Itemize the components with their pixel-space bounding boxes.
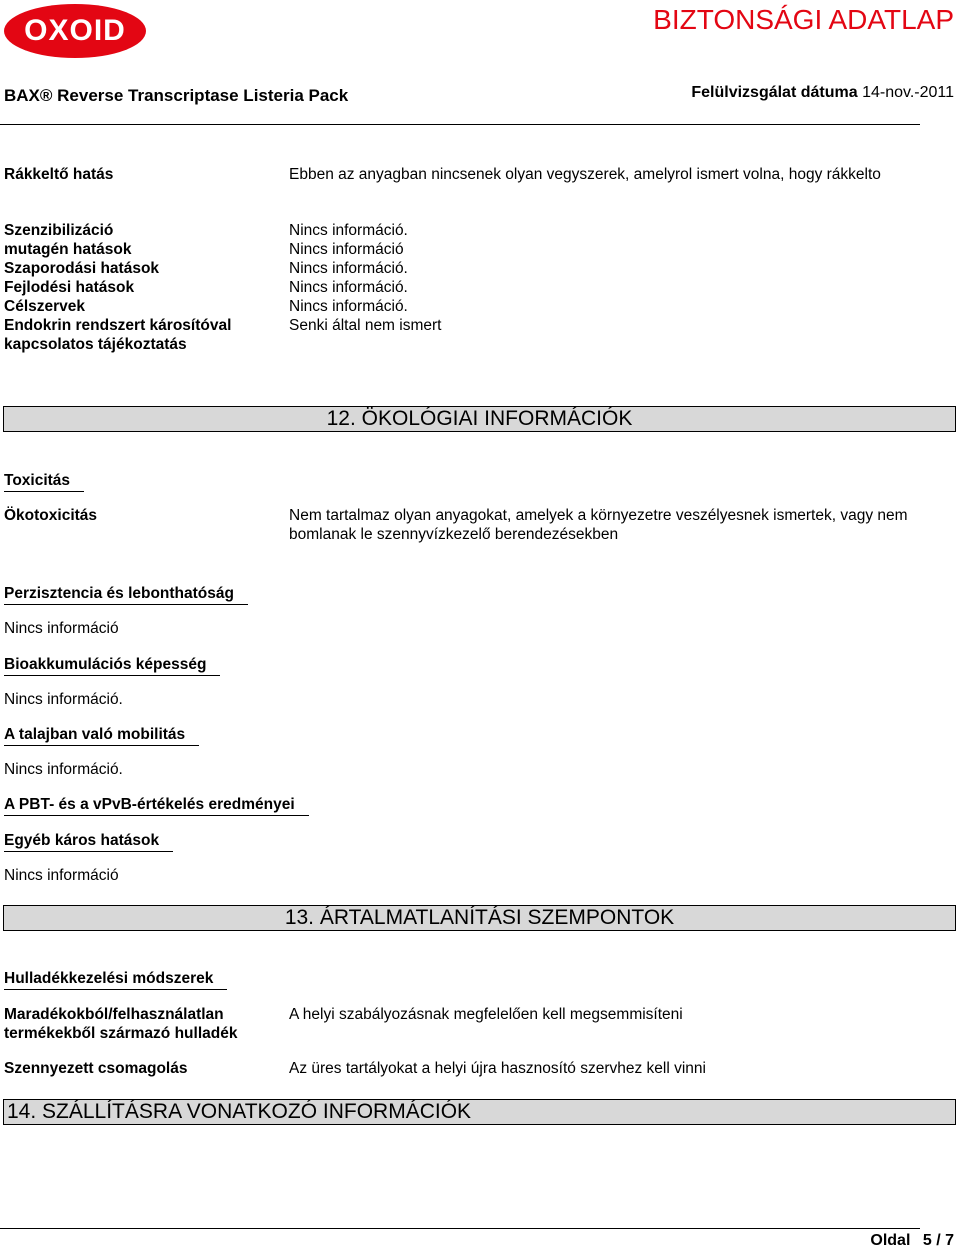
page-number xyxy=(870,1232,954,1250)
section-14-title: 14. SZÁLLÍTÁSRA VONATKOZÓ INFORMÁCIÓK xyxy=(3,1099,956,1125)
header-divider xyxy=(0,124,920,125)
section-12-title: 12. ÖKOLÓGIAI INFORMÁCIÓK xyxy=(3,406,956,432)
hazard-label: Szaporodási hatások xyxy=(4,260,160,277)
revision-date: 14-nov.-2011 xyxy=(862,84,954,101)
ecotoxicity-line: bomlanak le szennyvízkezelő berendezésekben xyxy=(289,526,619,543)
hazard-label: Endokrin rendszert károsítóval xyxy=(4,317,232,334)
toxicity-heading: Toxicitás xyxy=(4,471,84,492)
logo-text: OXOID xyxy=(24,14,126,47)
hazard-value: Nincs információ. xyxy=(289,279,408,296)
footer-divider xyxy=(0,1228,920,1229)
bioaccumulation-heading: Bioakkumulációs képesség xyxy=(4,655,220,676)
carcinogenicity-label: Rákkeltő hatás xyxy=(4,166,114,183)
ecotoxicity-value xyxy=(289,506,908,544)
oxoid-logo xyxy=(4,4,146,58)
hazard-value: Nincs információ. xyxy=(289,298,408,315)
persistence-value: Nincs információ xyxy=(4,620,119,637)
residue-value: A helyi szabályozásnak megfelelően kell megsemmisíteni xyxy=(289,1006,683,1023)
residue-label: Maradékokból/felhasználatlan termékekből származó hulladék xyxy=(4,1006,238,1042)
mobility-heading: A talajban való mobilitás xyxy=(4,725,199,746)
section-13-title: 13. ÁRTALMATLANÍTÁSI SZEMPONTOK xyxy=(3,905,956,931)
packaging-value: Az üres tartályokat a helyi újra hasznosító szervhez kell vinni xyxy=(289,1060,706,1077)
page-count: 5 / 7 xyxy=(922,1232,954,1249)
pbt-heading: A PBT- és a vPvB-értékelés eredményei xyxy=(4,795,309,816)
persistence-heading: Perzisztencia és lebonthatóság xyxy=(4,584,248,605)
hazard-label: Fejlodési hatások xyxy=(4,279,135,296)
page-label: Oldal xyxy=(870,1232,911,1249)
ecotoxicity-label: Ökotoxicitás xyxy=(4,507,98,524)
hazard-label: kapcsolatos tájékoztatás xyxy=(4,336,187,353)
revision-label: Felülvizsgálat dátuma xyxy=(691,84,858,101)
hazard-label: mutagén hatások xyxy=(4,241,132,258)
bioaccumulation-value: Nincs információ. xyxy=(4,691,123,708)
hazard-label: Szenzibilizáció xyxy=(4,222,114,239)
other-effects-heading: Egyéb káros hatások xyxy=(4,831,173,852)
hazard-values xyxy=(289,221,441,335)
packaging-label: Szennyezett csomagolás xyxy=(4,1060,188,1077)
other-effects-value: Nincs információ xyxy=(4,867,119,884)
ecotoxicity-line: Nem tartalmaz olyan anyagokat, amelyek a környezetre veszélyesnek ismertek, vagy nem xyxy=(289,507,908,524)
hazard-value: Nincs információ. xyxy=(289,222,408,239)
hazard-label: Célszervek xyxy=(4,298,86,315)
hazard-value: Nincs információ xyxy=(289,241,404,258)
carcinogenicity-value: Ebben az anyagban nincsenek olyan vegyszerek, amelyrol ismert volna, hogy rákkelto xyxy=(289,166,881,183)
waste-methods-heading: Hulladékkezelési módszerek xyxy=(4,969,227,990)
hazard-value: Nincs információ. xyxy=(289,260,408,277)
product-name: BAX® Reverse Transcriptase Listeria Pack xyxy=(4,86,349,105)
document-title: BIZTONSÁGI ADATLAP xyxy=(653,4,954,35)
revision-info xyxy=(691,84,954,102)
mobility-value: Nincs információ. xyxy=(4,761,123,778)
hazard-labels xyxy=(4,221,231,354)
hazard-value: Senki által nem ismert xyxy=(289,317,442,334)
